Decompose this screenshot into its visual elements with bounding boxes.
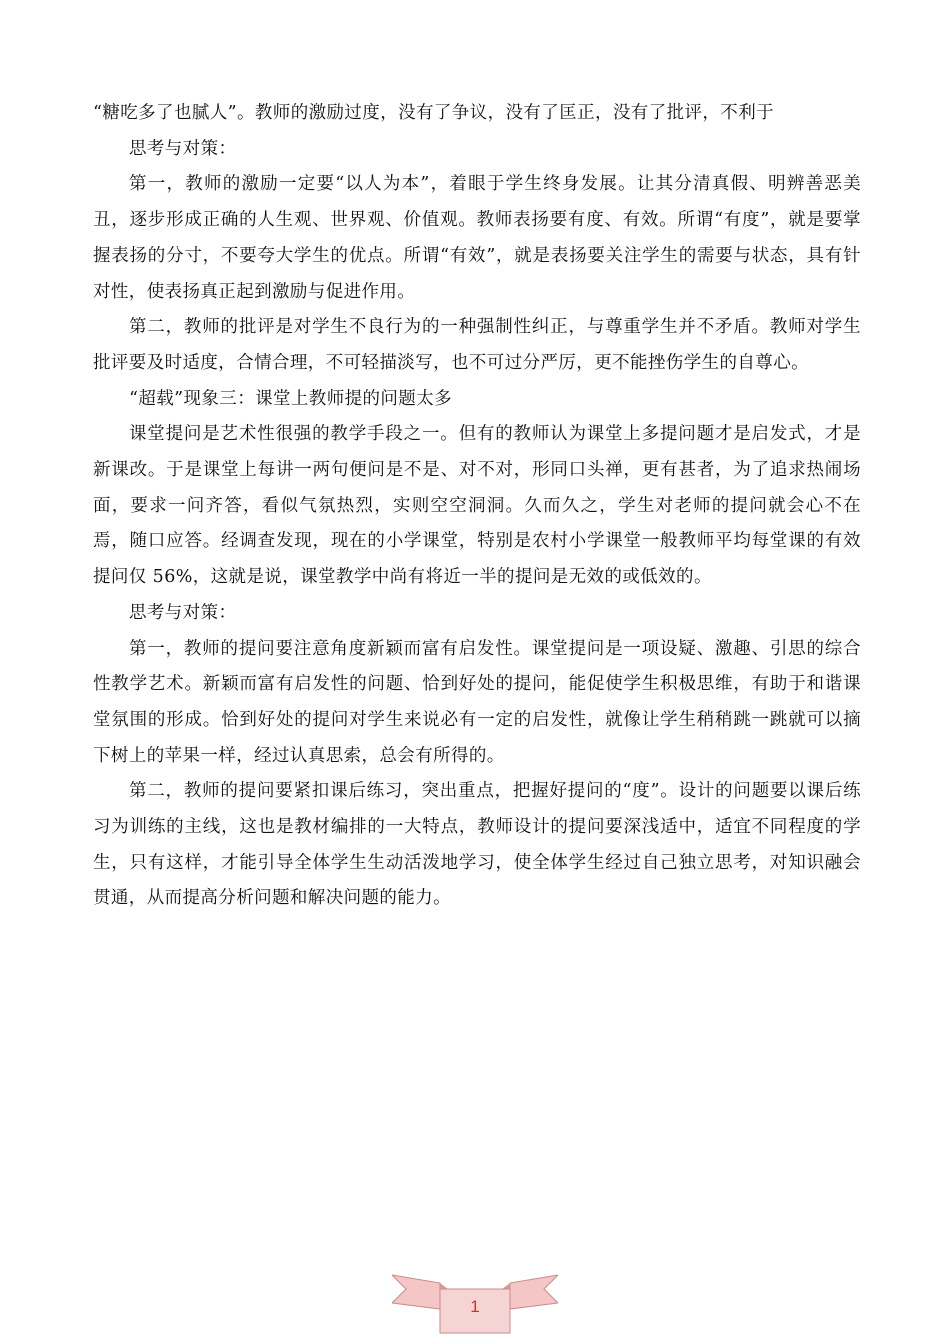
section-heading-overload-3: “超载”现象三：课堂上教师提的问题太多 xyxy=(129,388,452,409)
ribbon-left-tail xyxy=(392,1275,440,1309)
paragraph-continuation: “糖吃多了也腻人”。教师的激励过度，没有了争议，没有了匡正，没有了批评，不利于 xyxy=(93,103,774,123)
ribbon-right-tail xyxy=(510,1275,558,1309)
paragraph-body: 课堂提问是艺术性很强的教学手段之一。但有的教师认为课堂上多提问题才是启发式，才是新课改。于是课堂上每讲一两句便问是不是、对不对，形同口头禅，更有甚者，为了追求热闹场面，要求一问齐答，看似气氛热烈，实则空空洞洞。久而久之，学生对老师的提问就会心不在焉，随口应答。经调查发现，现在的小学课堂，特别是农村小学课堂一般教师平均每堂课的有效提问仅 56%，这就是说，课堂教学中尚有将近一半的提问是无效的或低效的。 xyxy=(93,424,861,588)
section-heading-strategy: 思考与对策： xyxy=(129,138,237,159)
section-heading-strategy: 思考与对策： xyxy=(129,602,237,623)
paragraph-body: 第一，教师的激励一定要“以人为本”，着眼于学生终身发展。让其分清真假、明辨善恶美丑，逐步形成正确的人生观、世界观、价值观。教师表扬要有度、有效。所谓“有度”，就是要掌握表扬的分寸，不要夸大学生的优点。所谓“有效”，就是表扬要关注学生的需要与状态，具有针对性，使表扬真正起到激励与促进作用。 xyxy=(93,174,861,302)
paragraph-body: 第一，教师的提问要注意角度新颖而富有启发性。课堂提问是一项设疑、激趣、引思的综合性教学艺术。新颖而富有启发性的问题、恰到好处的提问，能促使学生积极思维，有助于和谐课堂氛围的形成。恰到好处的提问对学生来说必有一定的启发性，就像让学生稍稍跳一跳就可以摘下树上的苹果一样，经过认真思索，总会有所得的。 xyxy=(93,638,861,766)
document-body xyxy=(93,96,861,917)
paragraph-body: 第二，教师的提问要紧扣课后练习，突出重点，把握好提问的“度”。设计的问题要以课后练习为训练的主线，这也是教材编排的一大特点，教师设计的提问要深浅适中，适宜不同程度的学生，只有这样，才能引导全体学生生动活泼地学习，使全体学生经过自己独立思考，对知识融会贯通，从而提高分析问题和解决问题的能力。 xyxy=(93,781,861,909)
paragraph-body: 第二，教师的批评是对学生不良行为的一种强制性纠正，与尊重学生并不矛盾。教师对学生批评要及时适度，合情合理，不可轻描淡写，也不可过分严厉，更不能挫伤学生的自尊心。 xyxy=(93,317,861,373)
page-number: 1 xyxy=(470,1297,480,1316)
